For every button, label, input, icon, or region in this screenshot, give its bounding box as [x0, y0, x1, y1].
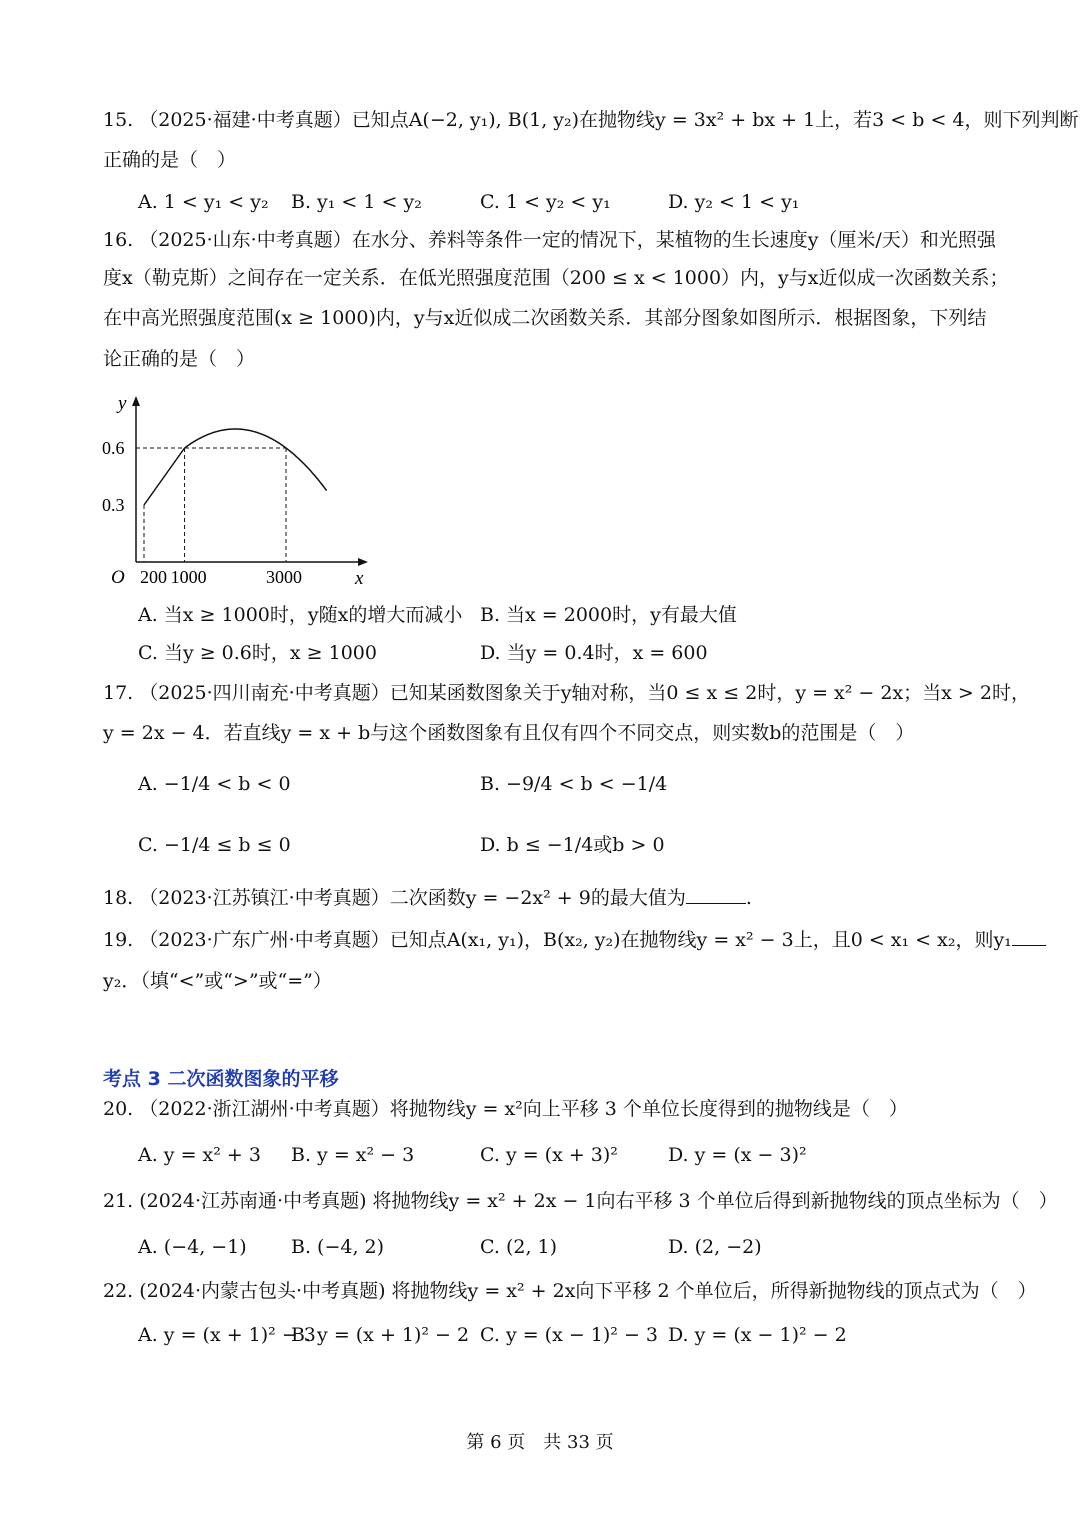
- q18-text: 18. （2023·江苏镇江·中考真题）二次函数y = −2x² + 9的最大值为: [103, 887, 686, 909]
- q20-stem: 20. （2022·浙江湖州·中考真题）将抛物线y = x²向上平移 3 个单位长度得到的抛物线是（ ）: [103, 1098, 908, 1120]
- q19-answer-blank[interactable]: [1012, 927, 1046, 946]
- q22-option-a: A. y = (x + 1)² − 3: [138, 1324, 316, 1346]
- q21-option-b: B. (−4, 2): [291, 1236, 385, 1258]
- y-tick-label: 0.6: [102, 438, 125, 458]
- q15-stem-line-1: 15. （2025·福建·中考真题）已知点A(−2, y₁), B(1, y₂)在抛物线y = 3x² + bx + 1上，若3 < b < 4，则下列判断: [103, 109, 1079, 131]
- x-tick-label: 3000: [266, 567, 302, 587]
- q17-option-a: A. −1/4 < b < 0: [138, 773, 291, 795]
- q15-stem-line-2: 正确的是（ ）: [103, 149, 237, 171]
- q17-stem-line-2: y = 2x − 4．若直线y = x + b与这个函数图象有且仅有四个不同交点，则实数b的范围是（ ）: [103, 722, 915, 744]
- q20-option-c: C. y = (x + 3)²: [480, 1144, 618, 1166]
- q16-stem-line-3: 在中高光照强度范围(x ≥ 1000)内，y与x近似成二次函数关系．其部分图象如图所示．根据图象，下列结: [103, 307, 987, 329]
- q16-stem-line-2: 度x（勒克斯）之间存在一定关系．在低光照强度范围（200 ≤ x < 1000）内，y与x近似成一次函数关系；: [103, 267, 1009, 289]
- q21-option-c: C. (2, 1): [480, 1236, 558, 1258]
- q20-option-b: B. y = x² − 3: [291, 1144, 415, 1166]
- linear-segment: [144, 448, 185, 505]
- x-axis-label: x: [355, 568, 364, 589]
- q16-option-c: C. 当y ≥ 0.6时，x ≥ 1000: [138, 642, 377, 664]
- q18-stem: [103, 885, 752, 911]
- q22-stem: 22. (2024·内蒙古包头·中考真题) 将抛物线y = x² + 2x向下平移 2 个单位后，所得新抛物线的顶点式为（ ）: [103, 1280, 1037, 1302]
- x-tick-label: 200: [140, 567, 167, 587]
- q19-stem-line-1: [103, 927, 1046, 953]
- q22-option-c: C. y = (x − 1)² − 3: [480, 1324, 659, 1346]
- q19-text: 19. （2023·广东广州·中考真题）已知点A(x₁, y₁)，B(x₂, y₂)在抛物线y = x² − 3上，且0 < x₁ < x₂，则y₁: [103, 929, 1012, 951]
- x-axis-arrow: [358, 558, 368, 566]
- q16-graph: [98, 390, 398, 590]
- y-tick-label: 0.3: [102, 495, 125, 515]
- q15-option-a: A. 1 < y₁ < y₂: [138, 191, 269, 213]
- q20-option-d: D. y = (x − 3)²: [668, 1144, 807, 1166]
- q16-stem-line-4: 论正确的是（ ）: [103, 348, 256, 370]
- page-footer: 第 6 页 共 33 页: [466, 1432, 614, 1453]
- section-heading: 考点 3 二次函数图象的平移: [103, 1068, 339, 1090]
- q22-option-b: B. y = (x + 1)² − 2: [291, 1324, 470, 1346]
- q18-answer-blank[interactable]: [686, 885, 746, 904]
- q16-option-d: D. 当y = 0.4时，x = 600: [480, 642, 708, 664]
- q16-option-b: B. 当x = 2000时，y有最大值: [480, 604, 737, 626]
- q21-stem: 21. (2024·江苏南通·中考真题) 将抛物线y = x² + 2x − 1向右平移 3 个单位后得到新抛物线的顶点坐标为（ ）: [103, 1190, 1058, 1212]
- y-axis-arrow: [132, 396, 140, 406]
- q15-option-d: D. y₂ < 1 < y₁: [668, 191, 800, 213]
- q17-stem-line-1: 17. （2025·四川南充·中考真题）已知某函数图象关于y轴对称，当0 ≤ x ≤ 2时，y = x² − 2x；当x > 2时，: [103, 682, 1030, 704]
- q20-option-a: A. y = x² + 3: [138, 1144, 261, 1166]
- q15-option-b: B. y₁ < 1 < y₂: [291, 191, 422, 213]
- q22-option-d: D. y = (x − 1)² − 2: [668, 1324, 847, 1346]
- q15-option-c: C. 1 < y₂ < y₁: [480, 191, 611, 213]
- q17-option-b: B. −9/4 < b < −1/4: [480, 773, 668, 795]
- x-tick-label: 1000: [170, 567, 207, 587]
- quadratic-curve: [185, 429, 327, 491]
- q21-option-d: D. (2, −2): [668, 1236, 762, 1258]
- q16-stem-line-1: 16. （2025·山东·中考真题）在水分、养料等条件一定的情况下，某植物的生长速度y（厘米/天）和光照强: [103, 229, 996, 251]
- q17-option-d: D. b ≤ −1/4或b > 0: [480, 834, 665, 856]
- origin-label: O: [111, 567, 125, 588]
- q16-option-a: A. 当x ≥ 1000时，y随x的增大而减小: [138, 604, 463, 626]
- y-axis-label: y: [118, 393, 127, 414]
- q21-option-a: A. (−4, −1): [138, 1236, 247, 1258]
- q19-stem-line-2: y₂．（填“<”或“>”或“=”）: [103, 970, 332, 992]
- q17-option-c: C. −1/4 ≤ b ≤ 0: [138, 834, 291, 856]
- q18-period: .: [745, 887, 752, 909]
